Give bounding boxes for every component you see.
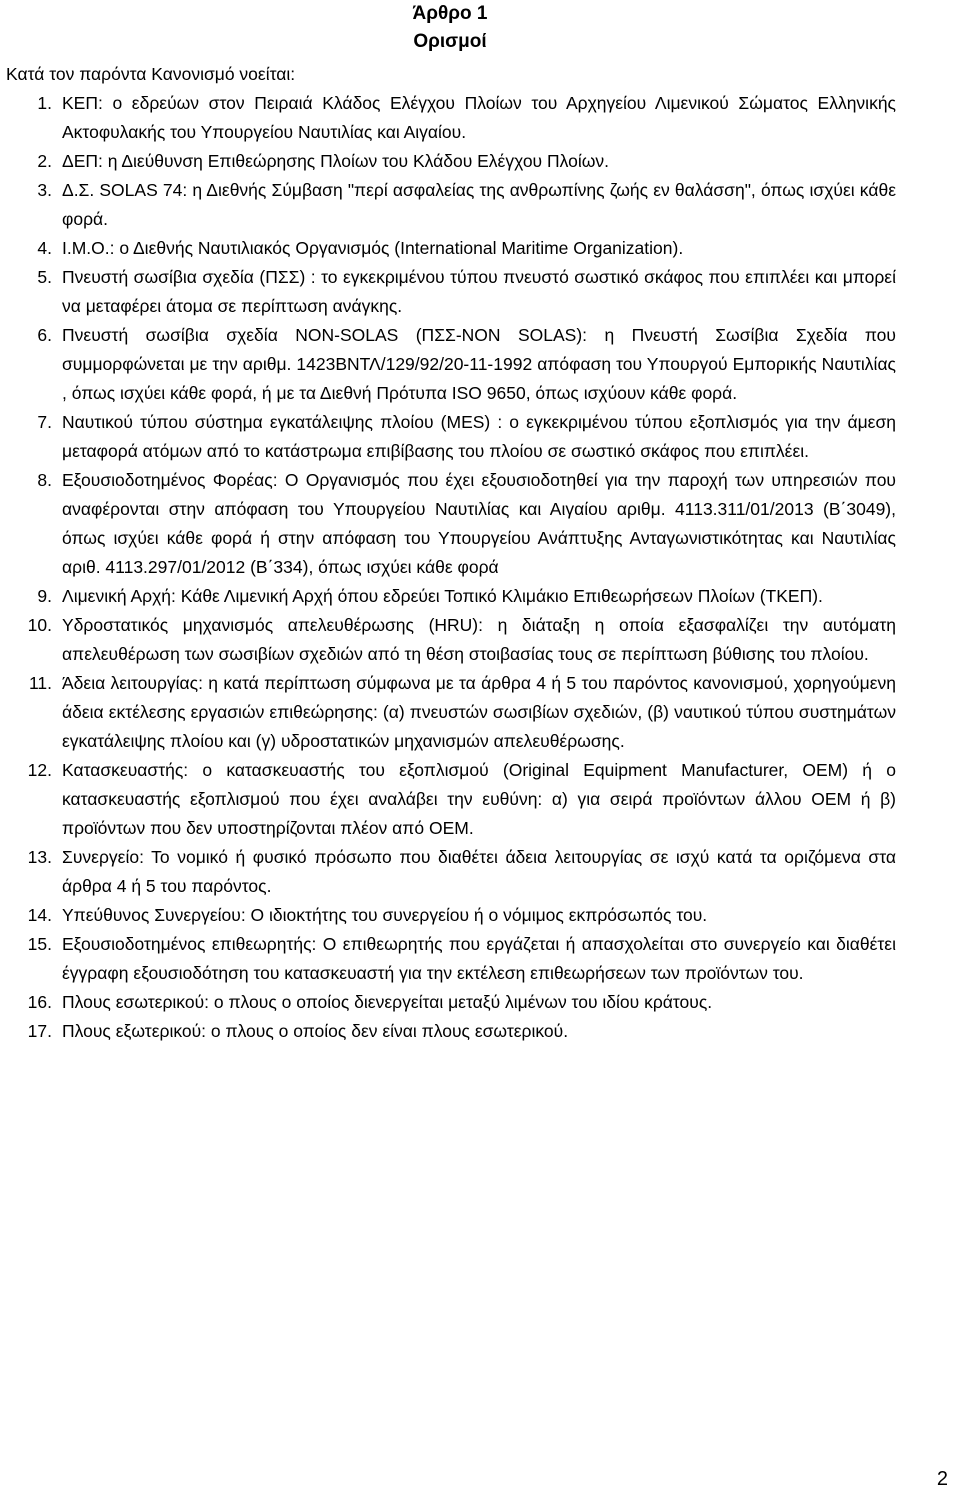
- definition-item: [0, 263, 960, 321]
- definition-number: 8.: [37, 470, 52, 490]
- definition-text: Λιμενική Αρχή: Κάθε Λιμενική Αρχή όπου εδρεύει Τοπικό Κλιμάκιο Επιθεωρήσεων Πλοίων (ΤΚΕΠ).: [62, 586, 823, 606]
- definition-number: 7.: [37, 412, 52, 432]
- definition-text: Πνευστή σωσίβια σχεδία (ΠΣΣ) : το εγκεκριμένου τύπου πνευστό σωστικό σκάφος που επιπλέει και μπορεί να μεταφέρει άτομα σε περίπτωση ανάγκης.: [62, 267, 896, 316]
- definition-number: 15.: [27, 934, 52, 954]
- definition-text: Υδροστατικός μηχανισμός απελευθέρωσης (HRU): η διάταξη η οποία εξασφαλίζει την αυτόματη απελευθέρωση των σωσιβίων σχεδιών από τη θέση στοιβασίας τους σε περίπτωση βύθισης του πλοίου.: [62, 615, 896, 664]
- definition-text: Συνεργείο: Το νομικό ή φυσικό πρόσωπο που διαθέτει άδεια λειτουργίας σε ισχύ κατά τα οριζόμενα στα άρθρα 4 ή 5 του παρόντος.: [62, 847, 896, 896]
- definition-item: [0, 582, 960, 611]
- definition-item: [0, 408, 960, 466]
- definition-item: [0, 176, 960, 234]
- definition-text: Κατασκευαστής: ο κατασκευαστής του εξοπλισμού (Original Equipment Manufacturer, OEM) ή ο κατασκευαστής εξοπλισμού που έχει αναλάβει την ευθύνη: α) για σειρά προϊόντων άλλου OEM ή β) προϊόντων που δεν υποστηρίζονται πλέον από OEM.: [62, 760, 896, 838]
- definition-number: 1.: [37, 93, 52, 113]
- definition-number: 3.: [37, 180, 52, 200]
- definition-number: 17.: [27, 1021, 52, 1041]
- definition-text: Πλους εξωτερικού: ο πλους ο οποίος δεν είναι πλους εσωτερικού.: [62, 1021, 569, 1041]
- definition-item: [0, 1017, 960, 1046]
- definition-text: I.M.O.: ο Διεθνής Ναυτιλιακός Οργανισμός (International Maritime Organization).: [62, 238, 684, 258]
- article-subtitle: Ορισμοί: [413, 31, 487, 52]
- page-number: 2: [936, 1468, 948, 1490]
- definition-item: [0, 147, 960, 176]
- definition-text: Πλους εσωτερικού: ο πλους ο οποίος διενεργείται μεταξύ λιμένων του ιδίου κράτους.: [62, 992, 713, 1012]
- definition-number: 5.: [37, 267, 52, 287]
- definition-item: [0, 901, 960, 930]
- definition-text: Υπεύθυνος Συνεργείου: Ο ιδιοκτήτης του συνεργείου ή ο νόμιμος εκπρόσωπός του.: [62, 905, 708, 925]
- definition-item: [0, 988, 960, 1017]
- definition-text: ΔΕΠ: η Διεύθυνση Επιθεώρησης Πλοίων του Κλάδου Ελέγχου Πλοίων.: [62, 151, 610, 171]
- definition-item: [0, 843, 960, 901]
- definition-item: [0, 234, 960, 263]
- definition-number: 16.: [27, 992, 52, 1012]
- article-title: Άρθρο 1: [412, 3, 488, 24]
- definition-item: [0, 756, 960, 843]
- definition-item: [0, 466, 960, 582]
- definition-number: 11.: [28, 673, 52, 693]
- definition-number: 12.: [27, 760, 52, 780]
- definition-text: Εξουσιοδοτημένος Φορέας: Ο Οργανισμός που έχει εξουσιοδοτηθεί για την παροχή των υπηρεσιών που αναφέρονται στην απόφαση του Υπουργείου Ναυτιλίας και Αιγαίου αριθμ. 4113.311/01/2013 (Β΄3049), όπως ισχύει κάθε φορά ή στην απόφαση του Υπουργείου Ανάπτυξης Ανταγωνιστικότητας και Ναυτιλίας αριθ. 4113.297/01/2012 (Β΄334), όπως ισχύει κάθε φορά: [62, 470, 896, 577]
- definition-text: Πνευστή σωσίβια σχεδία NON-SOLAS (ΠΣΣ-NON SOLAS): η Πνευστή Σωσίβια Σχεδία που συμμορφώνεται με την αριθμ. 1423ΒΝΤΛ/129/92/20-11-1992 απόφαση του Υπουργού Εμπορικής Ναυτιλίας , όπως ισχύει κάθε φορά, ή με τα Διεθνή Πρότυπα ISO 9650, όπως ισχύουν κάθε φορά.: [62, 325, 896, 403]
- definition-item: [0, 321, 960, 408]
- definition-number: 2.: [37, 151, 52, 171]
- definition-text: Άδεια λειτουργίας: η κατά περίπτωση σύμφωνα με τα άρθρα 4 ή 5 του παρόντος κανονισμού, χορηγούμενη άδεια εκτέλεσης εργασιών επιθεώρησης: (α) πνευστών σωσιβίων σχεδιών, (β) ναυτικού τύπου συστημάτων εγκατάλειψης πλοίου και (γ) υδροστατικών μηχανισμών απελευθέρωσης.: [62, 673, 896, 751]
- definitions-list: [0, 89, 960, 1046]
- definition-number: 13.: [27, 847, 52, 867]
- definition-text: Ναυτικού τύπου σύστημα εγκατάλειψης πλοίου (MES) : ο εγκεκριμένου τύπου εξοπλισμός για την άμεση μεταφορά ατόμων από το κατάστρωμα επιβίβασης του πλοίου σε σωστικό σκάφος που επιπλέει.: [62, 412, 896, 461]
- definition-number: 4.: [37, 238, 52, 258]
- definition-text: Εξουσιοδοτημένος επιθεωρητής: Ο επιθεωρητής που εργάζεται ή απασχολείται στο συνεργείο και διαθέτει έγγραφη εξουσιοδότηση του κατασκευαστή για την εκτέλεση επιθεωρήσεων των προϊόντων του.: [62, 934, 896, 983]
- definition-item: [0, 669, 960, 756]
- intro-text: Κατά τον παρόντα Κανονισμό νοείται:: [6, 64, 296, 84]
- definition-item: [0, 89, 960, 147]
- definition-number: 6.: [37, 325, 52, 345]
- definition-text: ΚΕΠ: ο εδρεύων στον Πειραιά Κλάδος Ελέγχου Πλοίων του Αρχηγείου Λιμενικού Σώματος Ελληνικής Ακτοφυλακής του Υπουργείου Ναυτιλίας και Αιγαίου.: [62, 93, 896, 142]
- definition-item: [0, 930, 960, 988]
- definition-text: Δ.Σ. SOLAS 74: η Διεθνής Σύμβαση "περί ασφαλείας της ανθρωπίνης ζωής εν θαλάσση", όπως ισχύει κάθε φορά.: [62, 180, 896, 229]
- definition-item: [0, 611, 960, 669]
- definition-number: 9.: [37, 586, 52, 606]
- definition-number: 14.: [27, 905, 52, 925]
- definition-number: 10.: [27, 615, 52, 635]
